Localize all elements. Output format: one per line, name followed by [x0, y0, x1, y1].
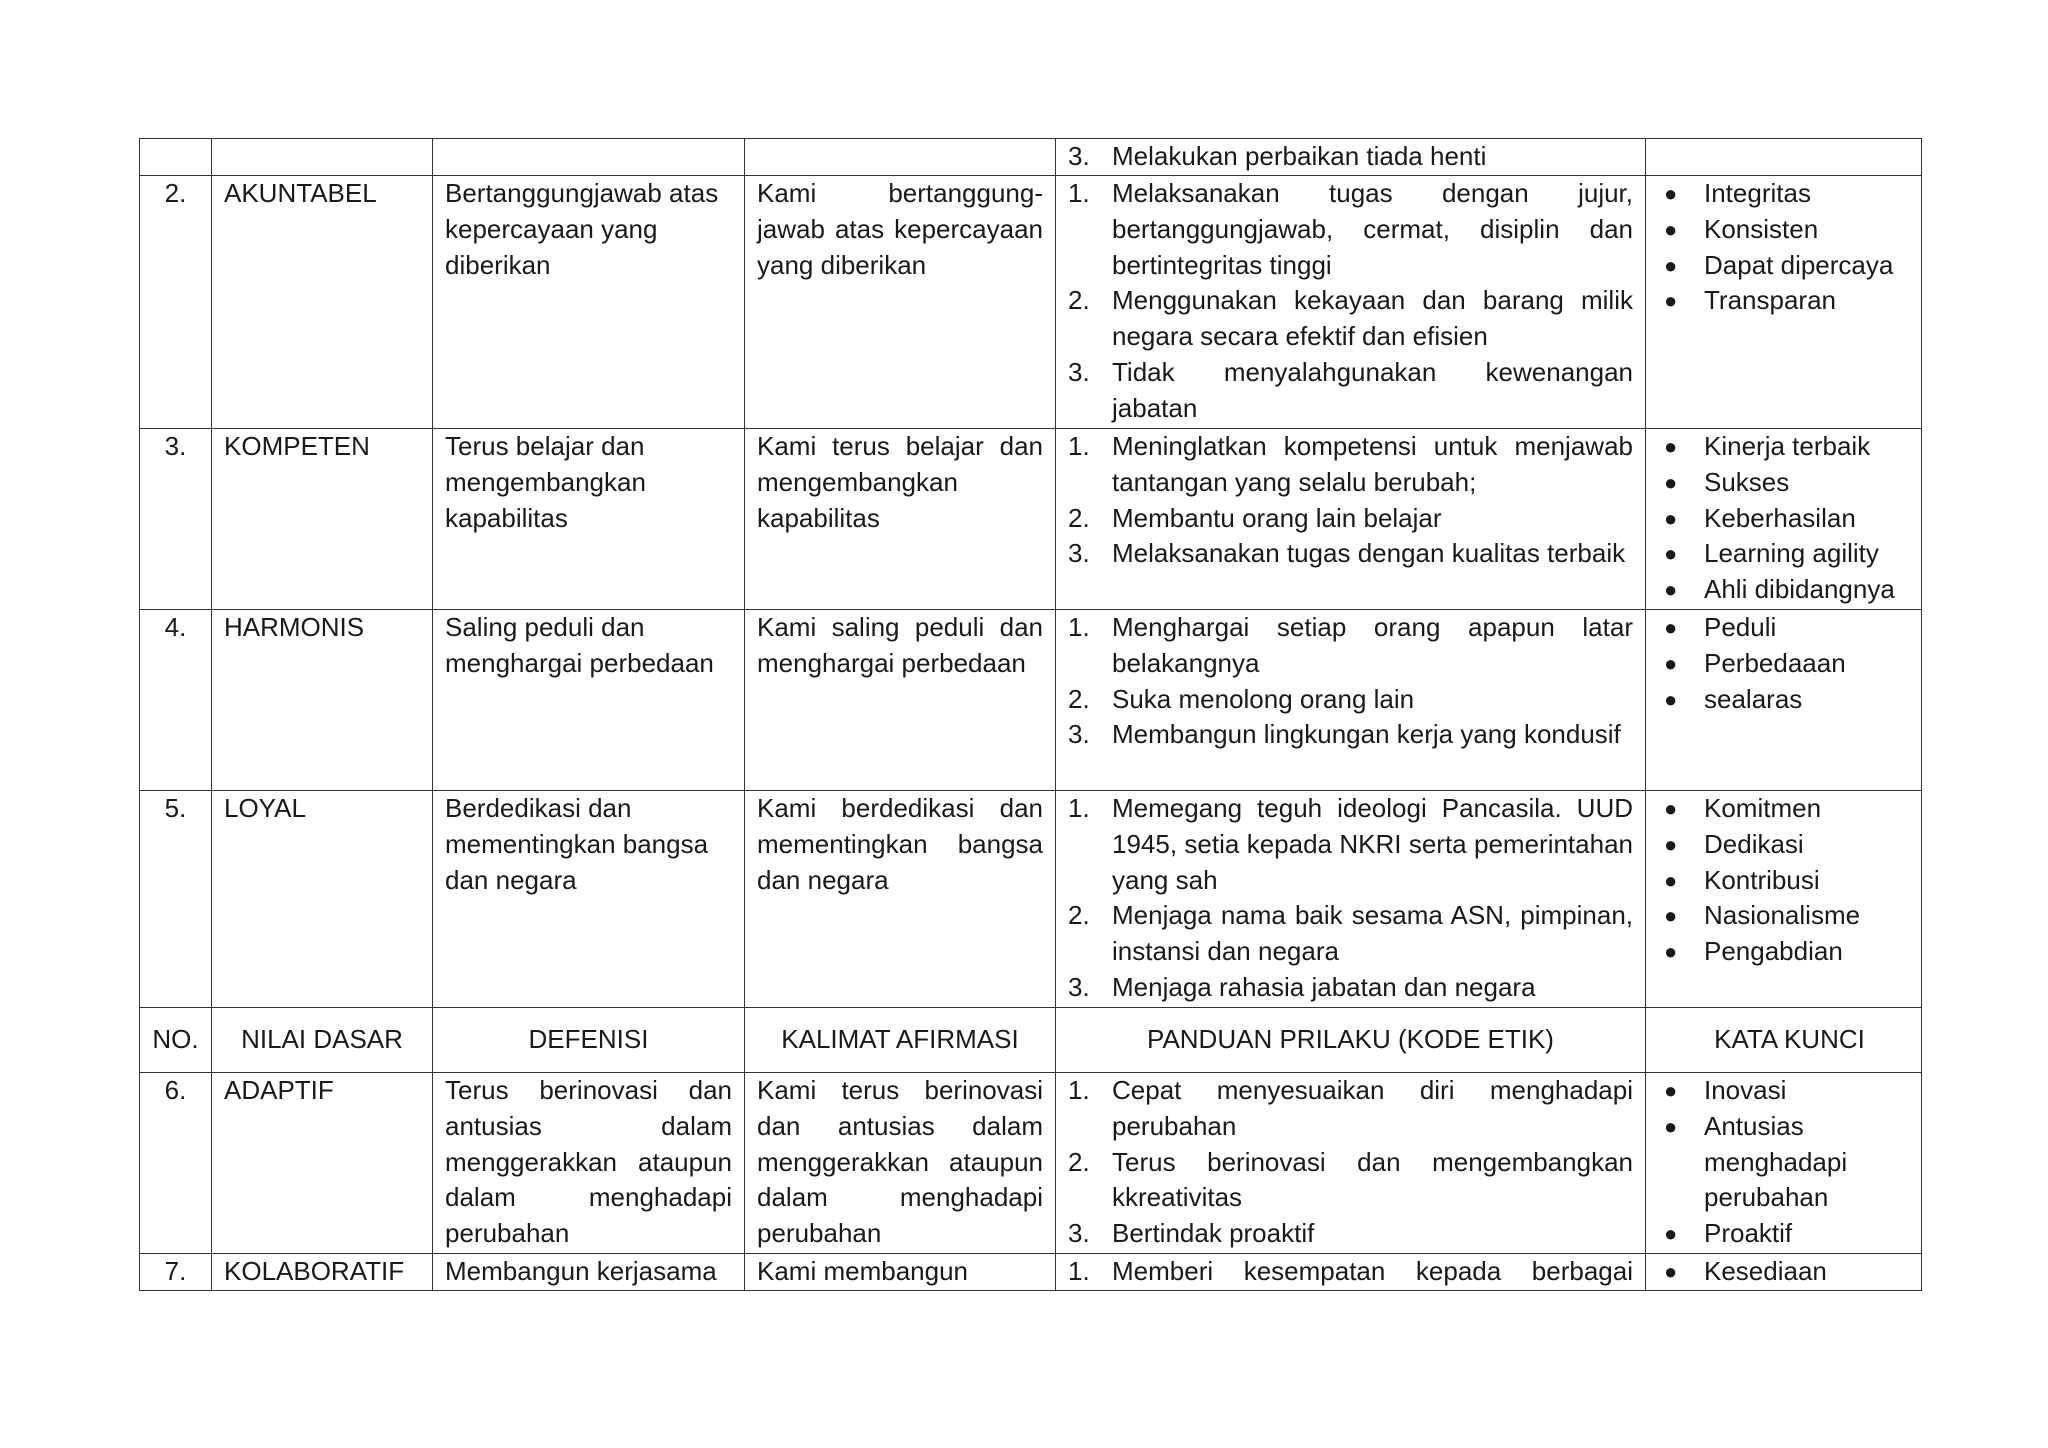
bullet-icon: ●: [1664, 1259, 1678, 1284]
bullet-icon: ●: [1664, 434, 1678, 459]
row-number: 4.: [140, 610, 212, 791]
nilai-dasar: KOLABORATIF: [212, 1254, 433, 1291]
panduan-prilaku: [1056, 429, 1646, 610]
cell-kata: [1646, 139, 1922, 176]
keyword-item: ● Keberhasilan: [1658, 501, 1909, 537]
panduan-item: 2. Menjaga nama baik sesama ASN, pimpinan, instansi dan negara: [1068, 900, 1633, 967]
panduan-prilaku: [1056, 610, 1646, 791]
defenisi: Bertanggungjawab atas kepercayaan yang diberikan: [433, 176, 745, 429]
cell-panduan: [1056, 139, 1646, 176]
panduan-item: 3. Melakukan perbaikan tiada henti: [1068, 141, 1487, 171]
keyword-item: ● Konsisten: [1658, 212, 1909, 248]
bullet-icon: ●: [1664, 686, 1678, 712]
panduan-item: 1. Cepat menyesuaikan diri menghadapi perubahan: [1068, 1075, 1633, 1141]
keyword-item: ● Peduli: [1658, 610, 1909, 646]
defenisi: Berdedikasi dan mementingkan bangsa dan negara: [433, 791, 745, 1008]
bullet-icon: ●: [1664, 796, 1678, 821]
kalimat-afirmasi: Kami bertanggung-jawab atas kepercayaan yang diberikan: [745, 176, 1056, 429]
nilai-dasar: AKUNTABEL: [212, 176, 433, 429]
bullet-icon: ●: [1664, 650, 1678, 676]
panduan-prilaku: [1056, 1073, 1646, 1254]
bullet-icon: ●: [1664, 939, 1678, 965]
keyword-item: ● Learning agility: [1658, 536, 1909, 572]
bullet-icon: ●: [1664, 615, 1678, 640]
table-row: [140, 1073, 1922, 1254]
continuation-row: [140, 139, 1922, 176]
keyword-item: ● Dedikasi: [1658, 827, 1909, 863]
kalimat-afirmasi: Kami membangun: [745, 1254, 1056, 1291]
keyword-item: ● Ahli dibidangnya: [1658, 572, 1909, 608]
cell-afirmasi: [745, 139, 1056, 176]
defenisi: Membangun kerjasama: [433, 1254, 745, 1291]
bullet-icon: ●: [1664, 181, 1678, 206]
table-row: [140, 429, 1922, 610]
panduan-item: 2. Terus berinovasi dan mengembangkan kkreativitas: [1068, 1146, 1633, 1213]
bullet-icon: ●: [1664, 541, 1678, 567]
keyword-item: ● Pengabdian: [1658, 934, 1909, 970]
bullet-icon: ●: [1664, 867, 1678, 893]
nilai-dasar: LOYAL: [212, 791, 433, 1008]
panduan-item: 1. Melaksanakan tugas dengan jujur, bertanggungjawab, cermat, disiplin dan bertintegritas tinggi: [1068, 178, 1633, 280]
panduan-item: 2. Membantu orang lain belajar: [1068, 502, 1442, 533]
defenisi: Saling peduli dan menghargai perbedaan: [433, 610, 745, 791]
bullet-icon: ●: [1664, 1078, 1678, 1103]
keyword-item: ● Kontribusi: [1658, 863, 1909, 899]
panduan-item: 1. Memberi kesempatan kepada berbagai: [1068, 1256, 1633, 1286]
bullet-icon: ●: [1664, 252, 1678, 278]
kalimat-afirmasi: Kami terus berinovasi dan antusias dalam menggerakkan ataupun dalam menghadapi perubahan: [745, 1073, 1056, 1254]
row-number: 7.: [140, 1254, 212, 1291]
table-header-row: [140, 1008, 1922, 1073]
kata-kunci: [1646, 610, 1922, 791]
nilai-dasar: ADAPTIF: [212, 1073, 433, 1254]
panduan-item: 2. Suka menolong orang lain: [1068, 683, 1415, 714]
keyword-item: ● Antusias menghadapi perubahan: [1664, 1110, 1848, 1213]
panduan-item: 3. Bertindak proaktif: [1068, 1218, 1315, 1249]
defenisi: Terus berinovasi dan antusias dalam menggerakkan ataupun dalam menghadapi perubahan: [433, 1073, 745, 1254]
keyword-item: ● Perbedaaan: [1658, 646, 1909, 682]
panduan-item: 2. Menggunakan kekayaan dan barang milik negara secara efektif dan efisien: [1068, 285, 1633, 352]
keyword-item: ● Nasionalisme: [1658, 898, 1909, 934]
bullet-icon: ●: [1664, 903, 1678, 929]
header-defenisi: DEFENISI: [433, 1008, 745, 1073]
keyword-item: ● Proaktif: [1658, 1216, 1909, 1252]
kata-kunci: [1646, 176, 1922, 429]
table-row: [140, 1254, 1922, 1291]
kata-kunci: [1646, 1073, 1922, 1254]
row-number: 3.: [140, 429, 212, 610]
panduan-prilaku: [1056, 1254, 1646, 1291]
keyword-item: ● sealaras: [1658, 682, 1909, 718]
keyword-item: ● Komitmen: [1658, 791, 1909, 827]
header-nilai-dasar: NILAI DASAR: [212, 1008, 433, 1073]
row-number: 2.: [140, 176, 212, 429]
bullet-icon: ●: [1664, 1221, 1678, 1247]
row-number: 5.: [140, 791, 212, 1008]
nilai-dasar: HARMONIS: [212, 610, 433, 791]
header-kalimat-afirmasi: KALIMAT AFIRMASI: [745, 1008, 1056, 1073]
panduan-item: 3. Melaksanakan tugas dengan kualitas terbaik: [1068, 538, 1626, 569]
keyword-item: ● Dapat dipercaya: [1658, 248, 1909, 284]
bullet-icon: ●: [1664, 469, 1678, 495]
panduan-prilaku: [1056, 176, 1646, 429]
row-number: 6.: [140, 1073, 212, 1254]
keyword-item: ● Inovasi: [1658, 1073, 1909, 1109]
kalimat-afirmasi: Kami saling peduli dan menghargai perbedaan: [745, 610, 1056, 791]
keyword-item: ● Integritas: [1658, 176, 1909, 212]
header-no: NO.: [140, 1008, 212, 1073]
keyword-item: ● Kesediaan: [1658, 1254, 1909, 1290]
bullet-icon: ●: [1664, 577, 1678, 603]
panduan-item: 3. Membangun lingkungan kerja yang kondusif: [1068, 719, 1621, 750]
header-panduan-prilaku: PANDUAN PRILAKU (KODE ETIK): [1056, 1008, 1646, 1073]
table-row: [140, 176, 1922, 429]
cell-no: [140, 139, 212, 176]
table-row: [140, 610, 1922, 791]
panduan-item: 3. Tidak menyalahgunakan kewenangan jabatan: [1068, 356, 1633, 423]
cell-nilai: [212, 139, 433, 176]
kata-kunci: [1646, 791, 1922, 1008]
kata-kunci: [1646, 429, 1922, 610]
bullet-icon: ●: [1664, 1113, 1678, 1139]
values-table: [139, 138, 1922, 1291]
kalimat-afirmasi: Kami berdedikasi dan mementingkan bangsa dan negara: [745, 791, 1056, 1008]
header-kata-kunci: KATA KUNCI: [1646, 1008, 1922, 1073]
bullet-icon: ●: [1664, 831, 1678, 857]
table-row: [140, 791, 1922, 1008]
nilai-dasar: KOMPETEN: [212, 429, 433, 610]
bullet-icon: ●: [1664, 288, 1678, 314]
panduan-item: 1. Meninglatkan kompetensi untuk menjawab tantangan yang selalu berubah;: [1068, 431, 1633, 497]
cell-defenisi: [433, 139, 745, 176]
defenisi: Terus belajar dan mengembangkan kapabilitas: [433, 429, 745, 610]
panduan-item: 1. Memegang teguh ideologi Pancasila. UUD 1945, setia kepada NKRI serta pemerintahan yang sah: [1068, 793, 1633, 895]
panduan-item: 1. Menghargai setiap orang apapun latar belakangnya: [1068, 612, 1633, 678]
bullet-icon: ●: [1664, 505, 1678, 531]
bullet-icon: ●: [1664, 216, 1678, 242]
kata-kunci: [1646, 1254, 1922, 1291]
keyword-item: ● Sukses: [1658, 465, 1909, 501]
keyword-item: ● Transparan: [1658, 283, 1909, 319]
panduan-prilaku: [1056, 791, 1646, 1008]
keyword-item: ● Kinerja terbaik: [1658, 429, 1909, 465]
kalimat-afirmasi: Kami terus belajar dan mengembangkan kapabilitas: [745, 429, 1056, 610]
panduan-item: 3. Menjaga rahasia jabatan dan negara: [1068, 971, 1536, 1002]
